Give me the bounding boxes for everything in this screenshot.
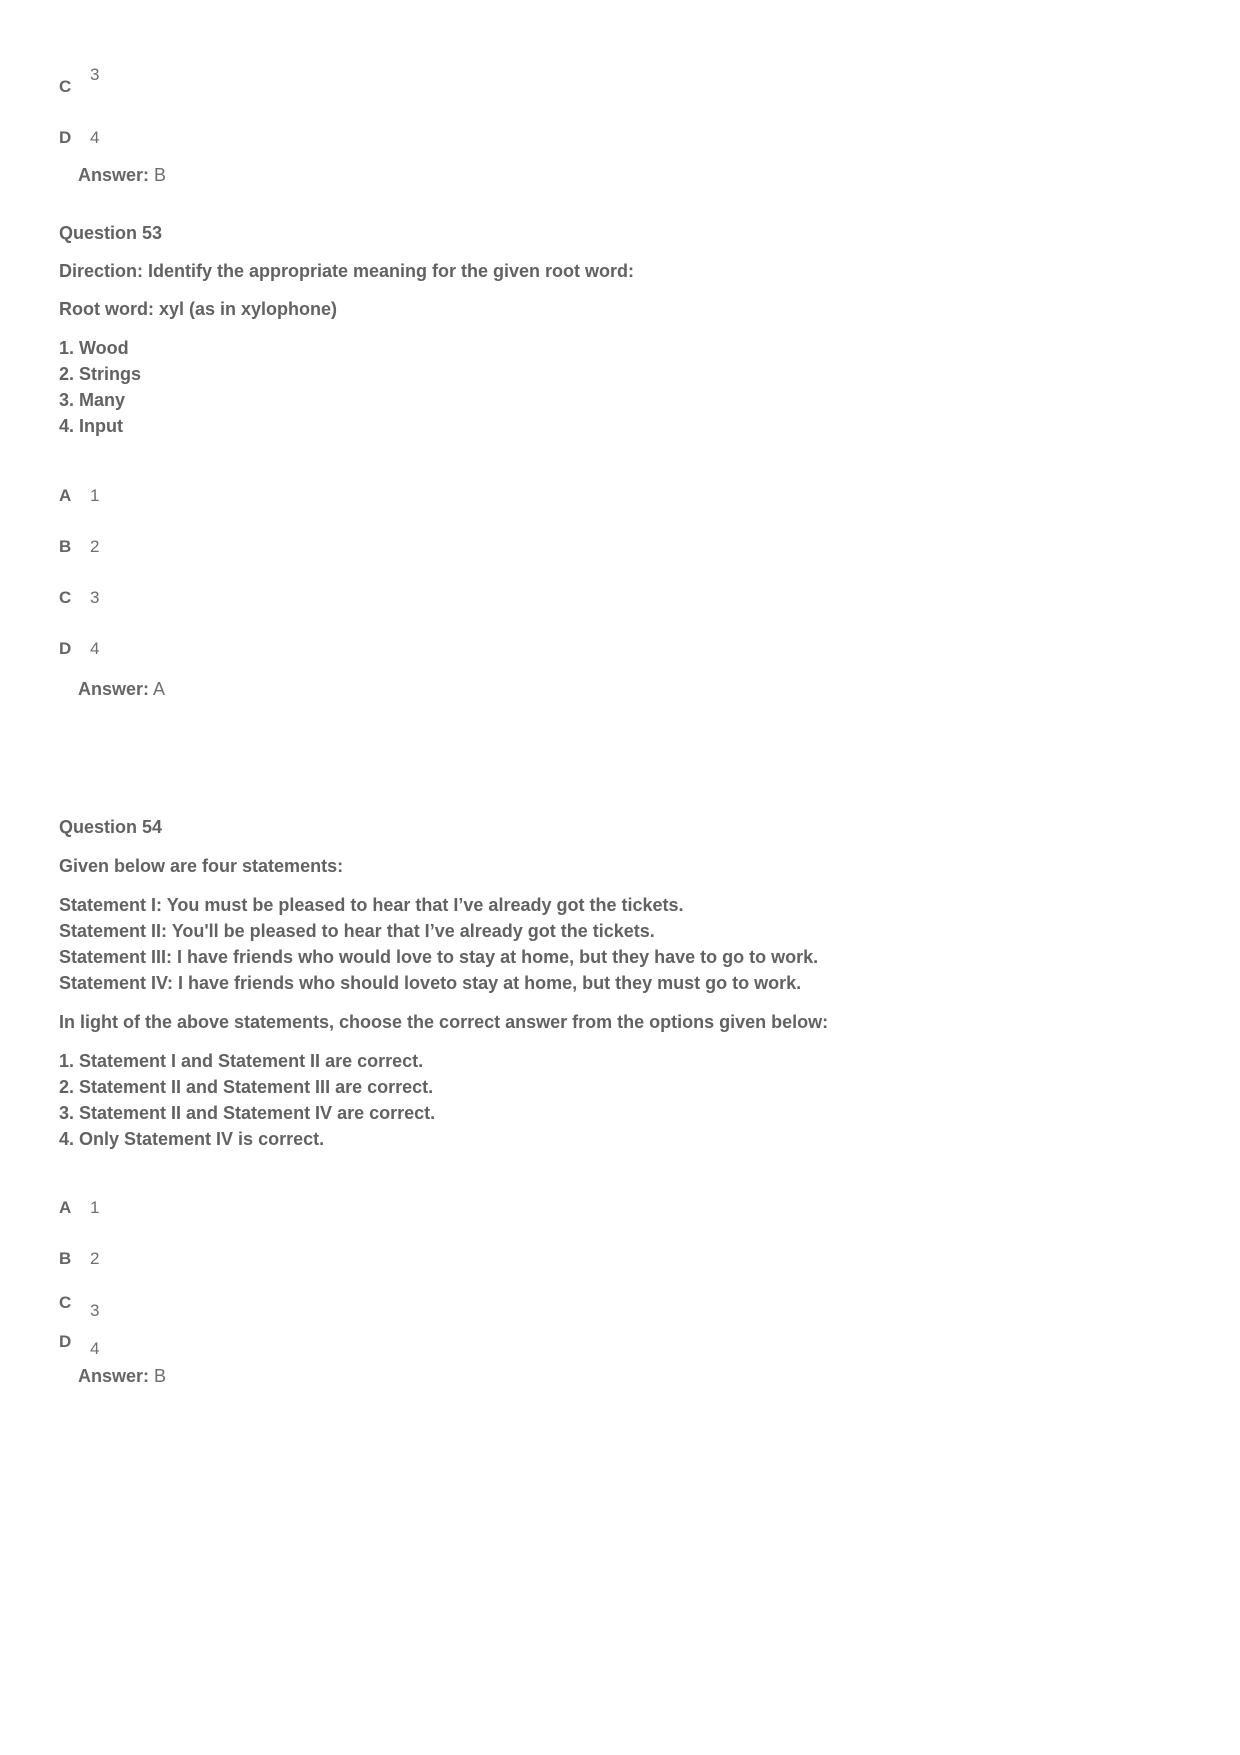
option-letter: C (59, 77, 72, 96)
answer-value: B (154, 165, 167, 185)
option-value: 4 (90, 1339, 100, 1358)
answer-value: B (154, 1366, 167, 1386)
option-value: 2 (90, 537, 100, 556)
question-heading: Question 53 (59, 223, 163, 243)
question-instruction: In light of the above statements, choose the correct answer from the options given below: (59, 1012, 829, 1032)
answer-label: Answer: (78, 165, 150, 185)
list-item: 3. Many (59, 390, 126, 410)
option-value: 4 (90, 639, 100, 658)
answer-line (78, 1365, 166, 1387)
option-value: 3 (90, 1301, 100, 1320)
answer-line (78, 164, 166, 186)
option-letter: B (59, 1249, 72, 1268)
list-item: 2. Statement II and Statement III are correct. (59, 1077, 434, 1097)
statement: Statement IV: I have friends who should loveto stay at home, but they must go to work. (59, 973, 802, 993)
root-word: Root word: xyl (as in xylophone) (59, 299, 338, 319)
option-letter: A (59, 1198, 72, 1217)
option-value: 1 (90, 1198, 100, 1217)
statement: Statement II: You'll be pleased to hear that I’ve already got the tickets. (59, 921, 655, 941)
option-value: 2 (90, 1249, 100, 1268)
option-value: 3 (90, 65, 100, 84)
question-direction: Direction: Identify the appropriate meaning for the given root word: (59, 261, 635, 281)
option-letter: B (59, 537, 72, 556)
option-letter: A (59, 486, 72, 505)
answer-label: Answer: (78, 1366, 150, 1386)
list-item: 2. Strings (59, 364, 142, 384)
list-item: 3. Statement II and Statement IV are correct. (59, 1103, 436, 1123)
option-letter: D (59, 1332, 72, 1351)
question-intro: Given below are four statements: (59, 856, 344, 876)
list-item: 4. Input (59, 416, 123, 436)
option-value: 1 (90, 486, 100, 505)
answer-line (78, 678, 165, 700)
option-letter: C (59, 588, 72, 607)
statement: Statement III: I have friends who would love to stay at home, but they have to go to work. (59, 947, 819, 967)
answer-value: A (153, 679, 166, 699)
list-item: 4. Only Statement IV is correct. (59, 1129, 325, 1149)
list-item: 1. Statement I and Statement II are correct. (59, 1051, 424, 1071)
question-heading: Question 54 (59, 817, 163, 837)
option-letter: C (59, 1293, 72, 1312)
option-letter: D (59, 639, 72, 658)
list-item: 1. Wood (59, 338, 129, 358)
option-letter: D (59, 128, 72, 147)
answer-label: Answer: (78, 679, 150, 699)
statement: Statement I: You must be pleased to hear that I’ve already got the tickets. (59, 895, 684, 915)
option-value: 4 (90, 128, 100, 147)
option-value: 3 (90, 588, 100, 607)
